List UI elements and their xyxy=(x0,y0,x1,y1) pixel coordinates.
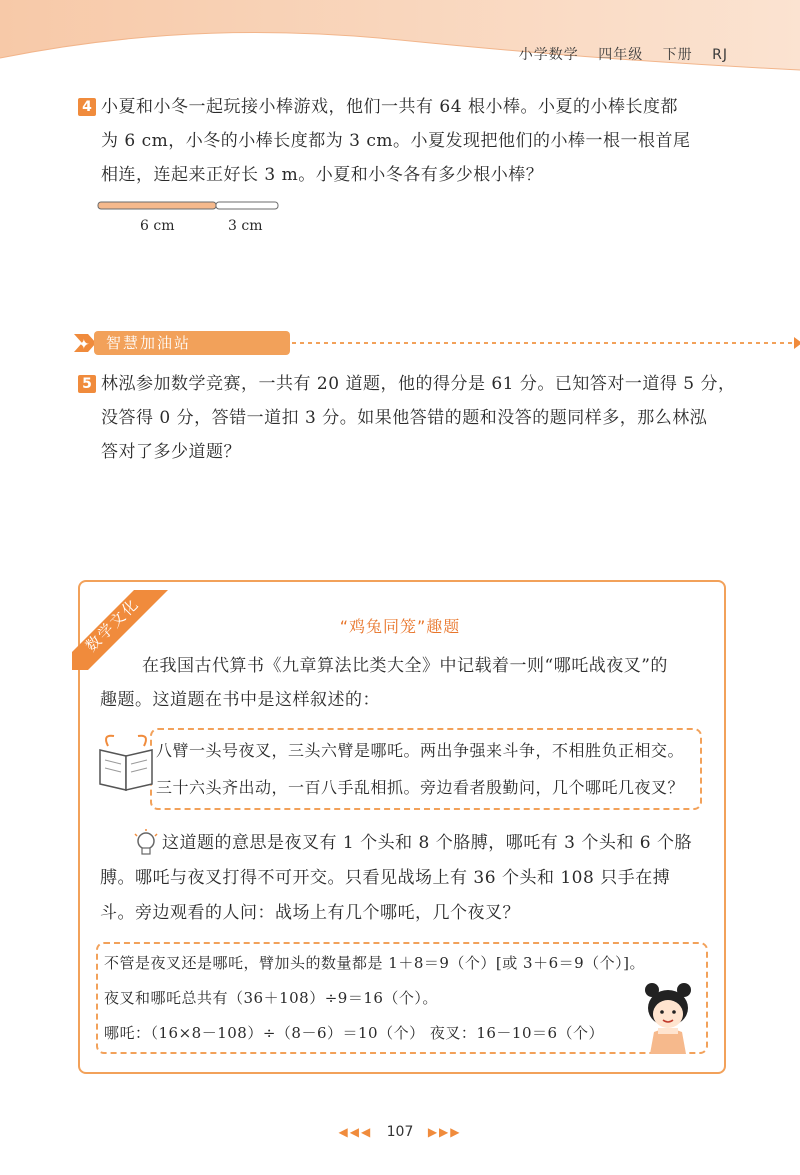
banner-dashed-line xyxy=(292,326,800,360)
question-5-line: 林泓参加数学竞赛，一共有 20 道题，他的得分是 61 分。已知答对一道得 5 分， xyxy=(101,374,736,394)
question-5-text xyxy=(101,367,751,469)
svg-text:✦: ✦ xyxy=(78,337,90,353)
question-5-number: 5 xyxy=(78,375,96,393)
short-stick-label: 3 cm xyxy=(228,218,263,234)
solution-line: 哪吒：（16×8－108）÷（8－6）＝10（个） 夜叉：16－10＝6（个） xyxy=(104,1024,605,1042)
open-book-icon xyxy=(92,728,162,798)
long-stick xyxy=(98,202,216,209)
question-4-line: 相连，连起来正好长 3 m。小夏和小冬各有多少根小棒？ xyxy=(101,165,544,185)
banner-label: 智慧加油站 xyxy=(94,331,290,355)
question-4-number: 4 xyxy=(78,98,96,116)
culture-title: “鸡兔同笼”趣题 xyxy=(339,617,461,636)
culture-intro xyxy=(100,649,710,717)
meaning-line: 斗。旁边观看的人问：战场上有几个哪吒，几个夜叉？ xyxy=(100,903,520,923)
header-course-info xyxy=(505,44,728,64)
page-number: 107 xyxy=(386,1124,414,1140)
page-footer xyxy=(0,1124,800,1140)
header-edition: RJ xyxy=(712,47,728,63)
header-volume: 下册 xyxy=(662,47,693,63)
prev-arrows-icon: ◀◀◀ xyxy=(338,1125,373,1139)
poem-text xyxy=(156,732,706,806)
next-arrows-icon: ▶▶▶ xyxy=(427,1125,462,1139)
solution-line: 不管是夜叉还是哪吒，臂加头的数量都是 1＋8＝9（个）[或 3＋6＝9（个）]。 xyxy=(104,954,646,972)
poem-line: 八臂一头号夜叉，三头六臂是哪吒。两出争强来斗争，不相胜负正相交。 xyxy=(156,741,685,760)
long-stick-label: 6 cm xyxy=(140,218,175,234)
question-5-line: 没答得 0 分，答错一道扣 3 分。如果他答错的题和没答的题同样多，那么林泓 xyxy=(101,408,708,428)
meaning-text xyxy=(100,826,720,931)
solution-text xyxy=(104,946,704,1051)
meaning-line: 这道题的意思是夜叉有 1 个头和 8 个胳膊，哪吒有 3 个头和 6 个胳 xyxy=(162,833,692,853)
culture-intro-line: 趣题。这道题在书中是这样叙述的： xyxy=(100,690,380,710)
girl-illustration xyxy=(636,978,700,1054)
header-wave-decoration xyxy=(0,0,800,80)
page-header-band xyxy=(0,0,800,80)
question-5-line: 答对了多少道题？ xyxy=(101,442,241,462)
culture-intro-line: 在我国古代算书《九章算法比类大全》中记载着一则“哪吒战夜叉”的 xyxy=(142,656,668,676)
meaning-line: 膊。哪吒与夜叉打得不可开交。只看见战场上有 36 个头和 108 只手在搏 xyxy=(100,868,671,888)
ribbon-label: 数学文化 xyxy=(81,594,143,656)
question-4-text xyxy=(101,90,741,192)
header-subject: 小学数学 xyxy=(518,47,579,63)
stick-diagram xyxy=(96,198,286,214)
poem-line: 三十六头齐出动，一百八手乱相抓。旁边看者殷勤问，几个哪吒几夜叉？ xyxy=(156,778,685,797)
question-4-line: 为 6 cm，小冬的小棒长度都为 3 cm。小夏发现把他们的小棒一根一根首尾 xyxy=(101,131,691,151)
question-4-line: 小夏和小冬一起玩接小棒游戏，他们一共有 64 根小棒。小夏的小棒长度都 xyxy=(101,97,678,117)
solution-line: 夜叉和哪吒总共有（36＋108）÷9＝16（个）。 xyxy=(104,989,438,1007)
header-grade: 四年级 xyxy=(598,47,644,63)
short-stick xyxy=(216,202,278,209)
